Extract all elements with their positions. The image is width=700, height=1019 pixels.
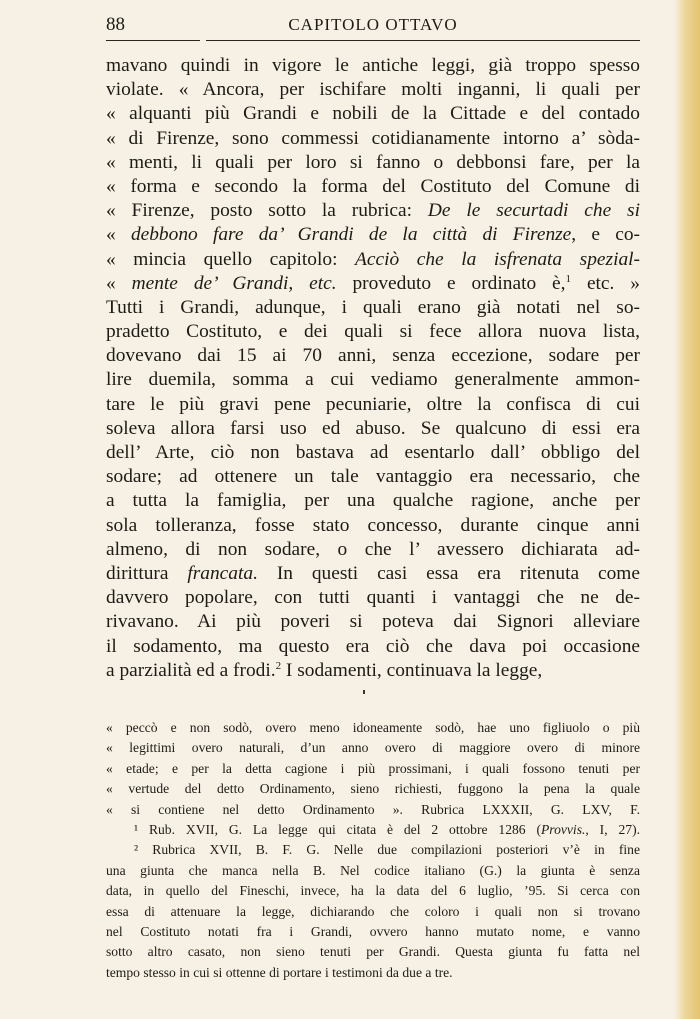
text-segment: nel Costituto notati fra i Grandi, ovvero hanno mutato nome, e vanno [106, 923, 640, 939]
text-segment: dell’ Arte, ciò non bastava ad esentarlo dall’ obbligo del [106, 442, 640, 463]
page-edge-shadow [674, 0, 700, 1019]
body-line [106, 441, 640, 465]
footnote-marker: 2 [275, 659, 282, 672]
body-line [106, 320, 640, 344]
body-line [106, 78, 640, 102]
text-segment: , I, 27). [585, 821, 640, 837]
text-segment: soleva allora farsi uso ed abuso. Se qualcuno di essi era [106, 417, 640, 439]
text-segment: ¹ Rub. XVII, G. La legge qui citata è del 2 ottobre 1286 ( [134, 821, 541, 837]
text-segment: « alquanti più Grandi e nobili de la Cittade e del contado [106, 103, 640, 125]
text-segment: « legittimi overo naturali, d’un anno overo di maggiore overo di minore [106, 740, 640, 756]
footnote-line [106, 779, 640, 799]
text-segment: data, in quello del Fineschi, invece, ha la data del 6 luglio, ’95. Si cerca con [106, 883, 640, 899]
footnote-line [106, 800, 640, 820]
text-segment: una giunta che manca nella B. Nel codice italiano (G.) la giunta è senza [106, 862, 640, 878]
body-line [106, 127, 640, 151]
body-line [106, 272, 640, 296]
body-line [106, 659, 640, 683]
text-segment: « vertude del detto Ordinamento, sieno richiesti, fuggono la pena la quale [106, 781, 640, 797]
text-segment: lire duemila, somma a cui vediamo generalmente ammon- [106, 369, 640, 391]
header-rule-left [106, 40, 200, 41]
body-line [106, 610, 640, 634]
text-segment: debbono fare da’ Grandi de la città di Firenze [130, 224, 572, 246]
text-segment: « Firenze, posto sotto la rubrica: [106, 200, 428, 222]
running-title: CAPITOLO OTTAVO [288, 15, 458, 34]
text-segment: sotto altro casato, non sieno tenuti per Grandi. Questa giunta fu fatta nel [106, 944, 640, 960]
text-segment: almeno, di non sodare, o che l’ avessero dichiarata ad- [106, 538, 640, 560]
body-line [106, 296, 640, 320]
text-segment: « menti, li quali per loro si fanno o debbonsi fare, per la [106, 151, 640, 173]
text-segment: mente de’ Grandi [131, 272, 289, 294]
text-segment: , e co- [571, 224, 640, 246]
body-line [106, 465, 640, 489]
text-segment: a tutta la famiglia, per una qualche ragione, anche per [106, 490, 640, 512]
footnote-line [106, 738, 640, 758]
text-segment: « etade; e per la detta cagione i più prossimani, i quali fossono tenuti per [106, 760, 640, 776]
footnote-line [106, 881, 640, 901]
text-segment: pradetto Costituto, e dei quali si fece allora nuova lista, [106, 321, 640, 343]
footnote-line [106, 922, 640, 942]
text-segment: a parzialità ed a frodi. [106, 659, 276, 681]
text-segment: « di Firenze, sono commessi cotidianamente intorno a’ sòda- [106, 127, 640, 149]
text-segment: davvero popolare, con tutti quanti i vantaggi che ne de- [106, 587, 640, 609]
text-segment: essa di attenuare la legge, dichiarando che coloro i quali non si trovano [106, 903, 640, 919]
page-header [106, 10, 640, 38]
text-segment: , [288, 272, 310, 294]
text-segment: « forma e secondo la forma del Costituto del Comune di [106, 175, 640, 197]
body-text [106, 54, 640, 683]
text-segment: etc. [309, 272, 337, 294]
body-line [106, 54, 640, 78]
text-segment: etc. » [571, 272, 640, 294]
text-segment: dirittura [106, 562, 188, 584]
text-segment: tare le più gravi pene pecuniarie, oltre la confisca di cui [106, 393, 640, 415]
body-line [106, 417, 640, 441]
body-line [106, 489, 640, 513]
text-segment: tempo stesso in cui si ottenne di portare i testimoni da due a tre. [106, 964, 453, 980]
footnote-line [106, 759, 640, 779]
text-segment: In questi casi essa era ritenuta come [257, 562, 640, 584]
text-segment: sola tolleranza, fosse stato concesso, durante cinque anni [106, 514, 640, 536]
page-number: 88 [106, 14, 125, 35]
body-line [106, 393, 640, 417]
footnote-marker: 1 [565, 272, 572, 285]
text-segment: il sodamento, ma questo era ciò che dava poi occasione [106, 635, 640, 657]
footnote-line [106, 861, 640, 881]
body-line [106, 635, 640, 659]
header-rule-right [206, 40, 640, 41]
text-segment: Acciò che la isfrenata spezial- [355, 248, 640, 270]
text-segment: Provvis. [540, 821, 586, 837]
text-segment: francata. [187, 562, 258, 584]
text-segment: rivavano. Ai più poveri si poteva dai Signori alleviare [106, 611, 640, 633]
text-segment: « si contiene nel detto Ordinamento ». Rubrica LXXXII, G. LXV, F. [106, 801, 640, 817]
text-segment: dovevano dai 15 ai 70 anni, senza eccezione, sodare per [106, 345, 640, 367]
text-segment: mavano quindi in vigore le antiche leggi, già troppo spesso [106, 55, 640, 76]
footnotes [106, 718, 640, 983]
text-segment: « [106, 224, 131, 246]
body-line [106, 223, 640, 247]
body-line [106, 368, 640, 392]
footnote-line [106, 963, 640, 983]
text-segment: I sodamenti, continuava la legge, [281, 659, 543, 681]
body-line [106, 344, 640, 368]
text-segment: Tutti i Grandi, adunque, i quali erano già notati nel so- [106, 296, 640, 318]
text-segment: ² Rubrica XVII, B. F. G. Nelle due compilazioni posteriori v’è in fine [134, 842, 640, 858]
footnote-line [106, 820, 640, 840]
body-line [106, 538, 640, 562]
body-line [106, 175, 640, 199]
body-line [106, 151, 640, 175]
footnote-line [106, 718, 640, 738]
text-segment: De le securtadi che si [427, 200, 640, 222]
footnote-line [106, 902, 640, 922]
text-segment: « [106, 272, 132, 294]
text-segment: « mincia quello capitolo: [106, 248, 356, 270]
body-line [106, 586, 640, 610]
body-line [106, 248, 640, 272]
body-line [106, 562, 640, 586]
body-line [106, 514, 640, 538]
footnote-line [106, 840, 640, 860]
text-segment: proveduto e ordinato è, [336, 272, 566, 294]
body-line [106, 102, 640, 126]
text-segment: « peccò e non sodò, overo meno idoneamente sodò, hae uno figliuolo o più [106, 720, 640, 735]
body-line [106, 199, 640, 223]
text-segment: sodare; ad ottenere un tale vantaggio era necessario, che [106, 466, 640, 488]
ink-speck [363, 690, 365, 694]
text-segment: violate. « Ancora, per ischifare molti inganni, li quali per [106, 79, 640, 101]
footnote-line [106, 942, 640, 962]
